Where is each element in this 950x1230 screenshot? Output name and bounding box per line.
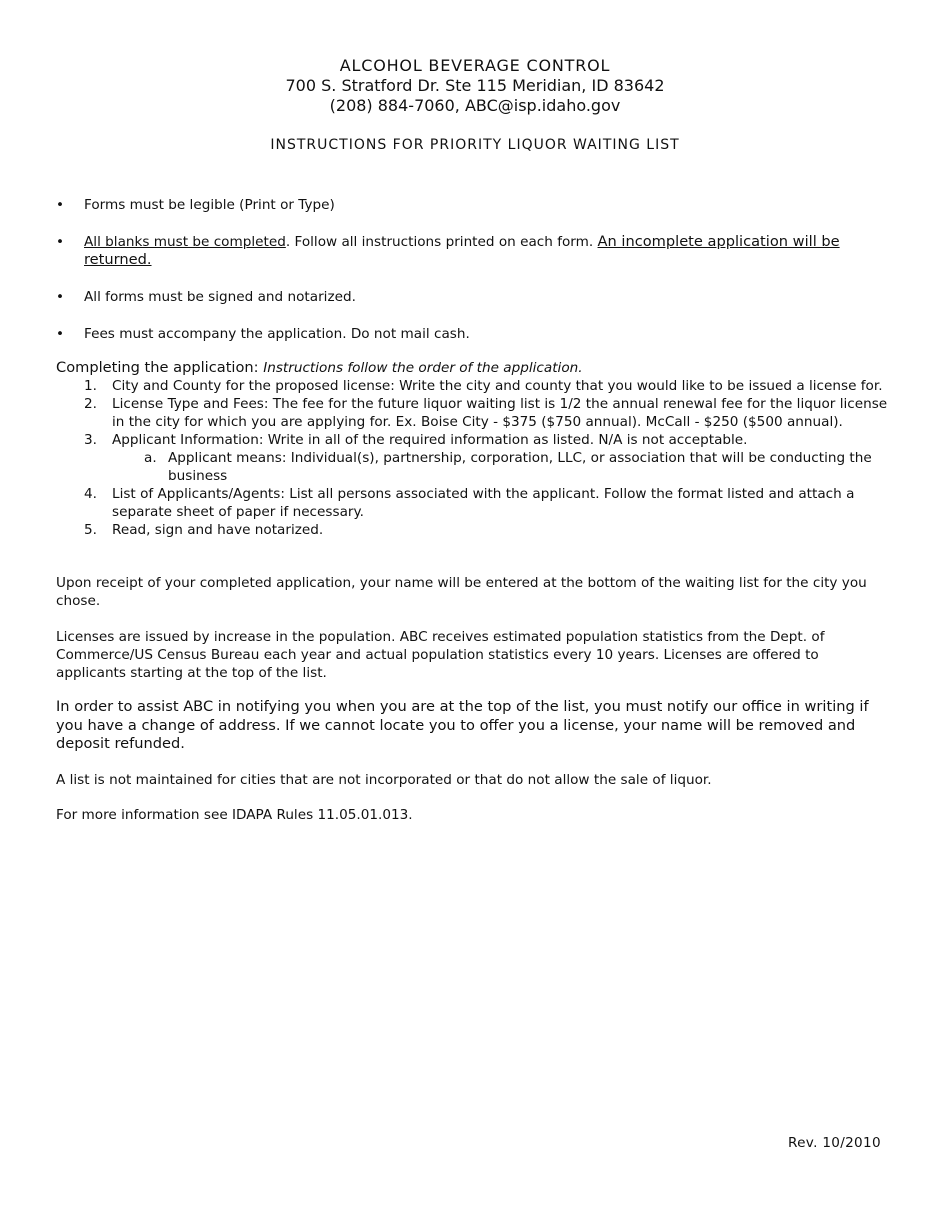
step-item [56,431,896,485]
bullet-icon: • [56,289,65,305]
completing-note: Instructions follow the order of the application. [263,360,583,376]
step-number: 4. [84,486,97,502]
step-number: 2. [84,396,97,412]
step-number: 1. [84,378,97,394]
sub-steps-list [112,449,896,485]
requirements-list [56,196,856,362]
cities-paragraph: A list is not maintained for cities that are not incorporated or that do not allow the sale of liquor. [56,772,712,788]
step-item [56,395,896,431]
requirement-item [56,233,856,269]
sub-step-letter: a. [144,450,157,466]
address-change-paragraph: In order to assist ABC in notifying you when you are at the top of the list, you must notify our office in writing if you have a change of address. If we cannot locate you to offer you a license, your name will be removed and deposit refunded. [56,698,869,752]
revision-date: Rev. 10/2010 [788,1135,881,1151]
step-number: 3. [84,432,97,448]
document-title: INSTRUCTIONS FOR PRIORITY LIQUOR WAITING LIST [270,137,680,153]
requirement-text: All forms must be signed and notarized. [84,289,356,305]
requirement-text: Fees must accompany the application. Do not mail cash. [84,326,470,342]
bullet-icon: • [56,234,65,250]
sub-step-text: Applicant means: Individual(s), partnership, corporation, LLC, or association that will be conducting the business [168,450,872,484]
agency-address: 700 S. Stratford Dr. Ste 115 Meridian, ID 83642 [285,76,665,95]
step-item [56,485,896,521]
steps-list [56,377,896,539]
sub-step-item [112,449,896,485]
receipt-paragraph: Upon receipt of your completed application, your name will be entered at the bottom of the waiting list for the city you chose. [56,575,867,609]
requirement-warning: An incomplete application will be returned. [84,233,840,268]
requirement-item [56,325,856,343]
step-item [56,521,896,539]
agency-header [0,56,950,116]
completing-section [56,359,896,539]
step-text: Read, sign and have notarized. [112,522,324,538]
population-paragraph: Licenses are issued by increase in the population. ABC receives estimated population statistics from the Dept. of Commerce/US Census Bureau each year and actual population statistics every 10 years. Licenses are offered to applicants starting at the top of the list. [56,629,825,681]
step-item [56,377,896,395]
step-text: List of Applicants/Agents: List all persons associated with the applicant. Follow the format listed and attach a separate sheet of paper if necessary. [112,486,855,520]
requirement-item [56,288,856,306]
agency-contact: (208) 884-7060, ABC@isp.idaho.gov [329,96,621,115]
completing-heading [56,359,896,377]
requirement-underlined-text: All blanks must be completed [84,234,286,250]
step-text: Applicant Information: Write in all of the required information as listed. N/A is not acceptable. [112,432,748,448]
more-info-paragraph: For more information see IDAPA Rules 11.05.01.013. [56,807,413,823]
step-text: License Type and Fees: The fee for the future liquor waiting list is 1/2 the annual renewal fee for the liquor license in the city for which you are applying for. Ex. Boise City - $375 ($750 annual). McCall - $250 ($500 annual). [112,396,888,430]
completing-lead: Completing the application: [56,359,264,376]
requirement-text: . Follow all instructions printed on each form. [285,234,598,250]
bullet-icon: • [56,197,65,213]
bullet-icon: • [56,326,65,342]
requirement-text: Forms must be legible (Print or Type) [84,197,335,213]
requirement-item [56,196,856,214]
step-number: 5. [84,522,97,538]
agency-name: ALCOHOL BEVERAGE CONTROL [339,56,611,75]
step-text: City and County for the proposed license: Write the city and county that you would like to be issued a license for. [112,378,883,394]
